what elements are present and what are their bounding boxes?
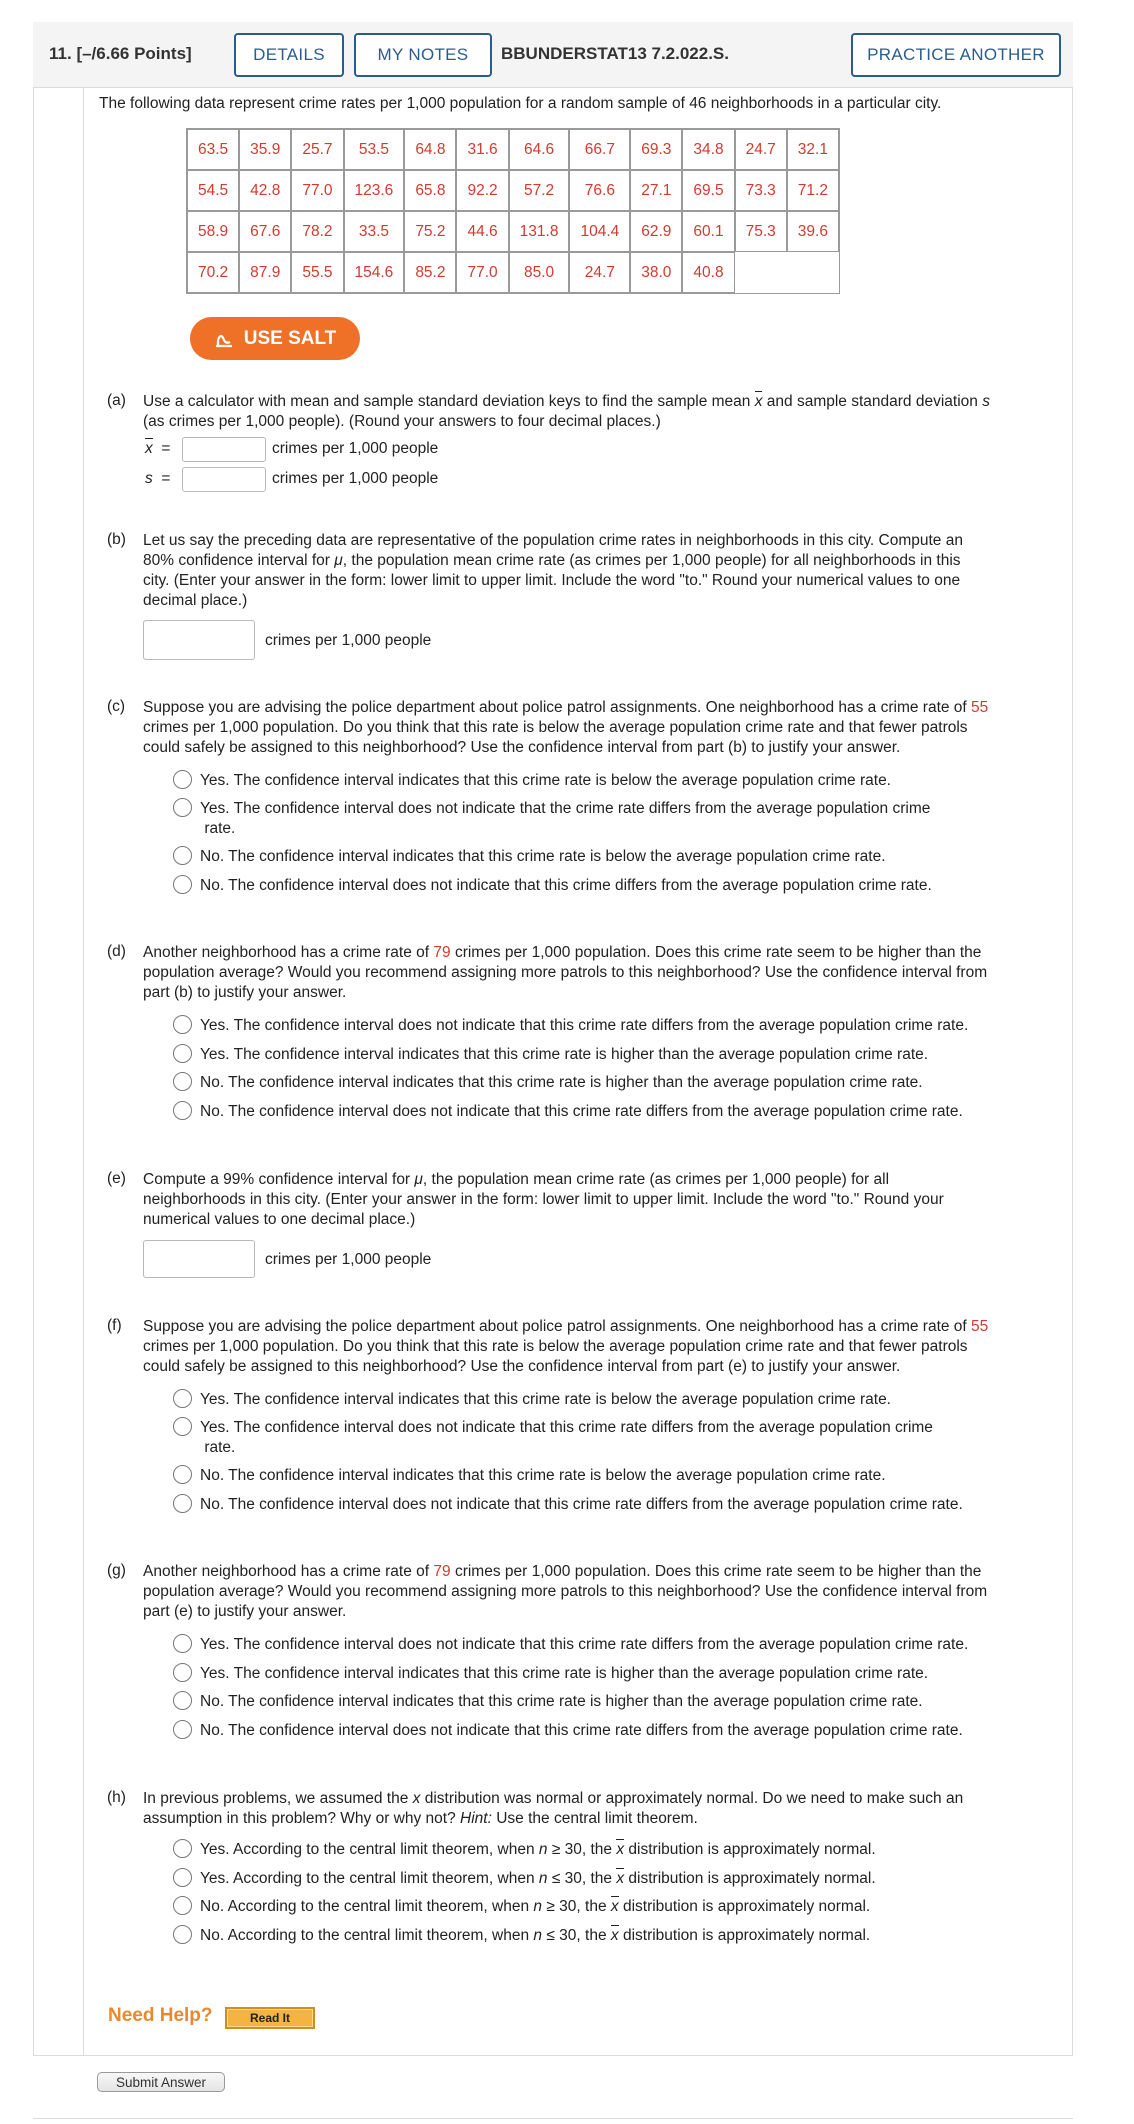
- xbar-unit: crimes per 1,000 people: [272, 440, 439, 457]
- data-cell: 73.3: [735, 170, 787, 211]
- data-cell: 34.8: [682, 129, 734, 170]
- part-h-option-3[interactable]: No. According to the central limit theorem, when n ≥ 30, the x distribution is approximately normal.: [173, 1897, 990, 1917]
- part-f-option-1[interactable]: Yes. The confidence interval indicates that this crime rate is below the average population crime rate.: [173, 1390, 990, 1410]
- s-input[interactable]: [182, 467, 266, 492]
- bottom-divider: [33, 2118, 1073, 2119]
- data-cell: 69.3: [630, 129, 682, 170]
- data-row: [187, 129, 839, 170]
- part-f-option-3[interactable]: No. The confidence interval indicates that this crime rate is below the average population crime rate.: [173, 1466, 990, 1486]
- radio-button[interactable]: [173, 1494, 192, 1513]
- data-row: [187, 211, 839, 252]
- data-cell: 40.8: [682, 252, 734, 293]
- part-g-letter: (g): [107, 1562, 126, 1579]
- ci-99-unit: crimes per 1,000 people: [265, 1251, 432, 1268]
- need-help-label: Need Help?: [108, 2005, 213, 2026]
- data-cell: 57.2: [509, 170, 570, 211]
- radio-button[interactable]: [173, 875, 192, 894]
- data-cell: 77.0: [291, 170, 343, 211]
- part-a-text: Use a calculator with mean and sample standard deviation keys to find the sample mean x and sample standard deviation s (as crimes per 1,000 people). (Round your answers to four decimal places.): [143, 393, 990, 430]
- my-notes-button[interactable]: MY NOTES: [354, 33, 492, 77]
- ci-80-input[interactable]: [143, 620, 255, 660]
- radio-button[interactable]: [173, 1896, 192, 1915]
- data-cell: 33.5: [344, 211, 405, 252]
- data-cell: 92.2: [456, 170, 508, 211]
- data-cell: 71.2: [787, 170, 839, 211]
- data-cell: 78.2: [291, 211, 343, 252]
- data-cell: 77.0: [456, 252, 508, 293]
- data-row: [187, 170, 839, 211]
- part-h-option-1[interactable]: Yes. According to the central limit theorem, when n ≥ 30, the x distribution is approximately normal.: [173, 1840, 990, 1860]
- data-cell: 69.5: [682, 170, 734, 211]
- part-c-option-2[interactable]: Yes. The confidence interval does not indicate that the crime rate differs from the average population crime rate.: [173, 799, 990, 839]
- part-d-option-4[interactable]: No. The confidence interval does not indicate that this crime rate differs from the average population crime rate.: [173, 1102, 990, 1122]
- question-code: BBUNDERSTAT13 7.2.022.S.: [501, 44, 729, 63]
- radio-button[interactable]: [173, 1839, 192, 1858]
- xbar-input[interactable]: [182, 437, 266, 462]
- radio-button[interactable]: [173, 1925, 192, 1944]
- part-c-option-4[interactable]: No. The confidence interval does not indicate that this crime differs from the average population crime rate.: [173, 876, 990, 896]
- ci-80-unit: crimes per 1,000 people: [265, 632, 432, 649]
- data-cell: 44.6: [456, 211, 508, 252]
- part-d-option-2[interactable]: Yes. The confidence interval indicates that this crime rate is higher than the average population crime rate.: [173, 1045, 990, 1065]
- part-d-text: Another neighborhood has a crime rate of 79 crimes per 1,000 population. Does this crime rate seem to be higher than the population average? Would you recommend assigning more patrols to this neighborhood? Use the confidence interval from part (b) to justify your answer.: [143, 944, 988, 1001]
- data-cell: 64.8: [404, 129, 456, 170]
- part-g-option-3[interactable]: No. The confidence interval indicates that this crime rate is higher than the average population crime rate.: [173, 1692, 990, 1712]
- data-cell: 64.6: [509, 129, 570, 170]
- data-row: [187, 252, 839, 293]
- data-cell: 154.6: [344, 252, 405, 293]
- part-f-text: Suppose you are advising the police department about police patrol assignments. One neighborhood has a crime rate of 55 crimes per 1,000 population. Do you think that this rate is below the average population crime rate and that fewer patrols could safely be assigned to this neighborhood? Use the confidence interval from part (e) to justify your answer.: [143, 1318, 989, 1375]
- part-c-text: Suppose you are advising the police department about police patrol assignments. One neighborhood has a crime rate of 55 crimes per 1,000 population. Do you think that this rate is below the average population crime rate and that fewer patrols could safely be assigned to this neighborhood? Use the confidence interval from part (b) to justify your answer.: [143, 699, 989, 756]
- data-cell: 42.8: [239, 170, 291, 211]
- radio-button[interactable]: [173, 1868, 192, 1887]
- data-cell: 39.6: [787, 211, 839, 252]
- data-cell: 32.1: [787, 129, 839, 170]
- data-cell: 35.9: [239, 129, 291, 170]
- data-cell: 65.8: [404, 170, 456, 211]
- part-g-option-2[interactable]: Yes. The confidence interval indicates that this crime rate is higher than the average population crime rate.: [173, 1664, 990, 1684]
- data-cell: 53.5: [344, 129, 405, 170]
- part-d-option-1[interactable]: Yes. The confidence interval does not indicate that this crime rate differs from the average population crime rate.: [173, 1016, 990, 1036]
- question-header: [33, 22, 1073, 88]
- data-cell: 24.7: [735, 129, 787, 170]
- part-f-option-2[interactable]: Yes. The confidence interval does not indicate that this crime rate differs from the average population crime rate.: [173, 1418, 990, 1458]
- question-number: 11. [–/6.66 Points]: [49, 44, 192, 63]
- data-cell: 104.4: [569, 211, 630, 252]
- s-unit: crimes per 1,000 people: [272, 470, 439, 487]
- radio-button[interactable]: [173, 1663, 192, 1682]
- data-cell: 63.5: [187, 129, 239, 170]
- part-h-text: In previous problems, we assumed the x distribution was normal or approximately normal. Do we need to make such an assumption in this problem? Why or why not? Hint: Use the central limit theorem.: [143, 1790, 964, 1827]
- radio-button[interactable]: [173, 1634, 192, 1653]
- part-c-option-1[interactable]: Yes. The confidence interval indicates that this crime rate is below the average population crime rate.: [173, 771, 990, 791]
- data-cell: 31.6: [456, 129, 508, 170]
- read-it-button[interactable]: Read It: [225, 2007, 315, 2029]
- part-h-option-2[interactable]: Yes. According to the central limit theorem, when n ≤ 30, the x distribution is approximately normal.: [173, 1869, 990, 1889]
- data-cell: 24.7: [569, 252, 630, 293]
- data-cell: 62.9: [630, 211, 682, 252]
- data-cell: 75.2: [404, 211, 456, 252]
- use-salt-button[interactable]: [190, 317, 360, 360]
- part-e-text: Compute a 99% confidence interval for μ, the population mean crime rate (as crimes per 1,000 people) for all neighborhoods in this city. (Enter your answer in the form: lower limit to upper limit. Include the word "to." Round your numerical values to one decimal place.): [143, 1171, 944, 1228]
- part-d-letter: (d): [107, 943, 126, 960]
- use-salt-label: USE SALT: [243, 327, 337, 349]
- data-cell: 60.1: [682, 211, 734, 252]
- data-cell: 67.6: [239, 211, 291, 252]
- radio-button[interactable]: [173, 1720, 192, 1739]
- submit-answer-button[interactable]: Submit Answer: [97, 2072, 225, 2092]
- part-b-letter: (b): [107, 531, 126, 548]
- data-table: [186, 128, 840, 294]
- data-cell: 70.2: [187, 252, 239, 293]
- xbar-label: x =: [145, 440, 171, 457]
- practice-another-button[interactable]: PRACTICE ANOTHER: [851, 33, 1061, 77]
- data-cell: 76.6: [569, 170, 630, 211]
- data-cell: 66.7: [569, 129, 630, 170]
- radio-button[interactable]: [173, 846, 192, 865]
- data-cell: 123.6: [344, 170, 405, 211]
- data-cell: 25.7: [291, 129, 343, 170]
- part-g-option-4[interactable]: No. The confidence interval does not indicate that this crime rate differs from the average population crime rate.: [173, 1721, 990, 1741]
- radio-button[interactable]: [173, 1691, 192, 1710]
- part-h-option-4[interactable]: No. According to the central limit theorem, when n ≤ 30, the x distribution is approximately normal.: [173, 1926, 990, 1946]
- data-cell: 58.9: [187, 211, 239, 252]
- part-d-option-3[interactable]: No. The confidence interval indicates that this crime rate is higher than the average population crime rate.: [173, 1073, 990, 1093]
- part-f-option-4[interactable]: No. The confidence interval does not indicate that this crime rate differs from the average population crime rate.: [173, 1495, 990, 1515]
- ci-99-input[interactable]: [143, 1240, 255, 1278]
- radio-button[interactable]: [173, 1072, 192, 1091]
- salt-icon: [214, 329, 234, 349]
- data-cell: 27.1: [630, 170, 682, 211]
- part-h-letter: (h): [107, 1789, 126, 1806]
- radio-button[interactable]: [173, 798, 192, 817]
- part-c-letter: (c): [107, 698, 126, 715]
- part-g-text: Another neighborhood has a crime rate of 79 crimes per 1,000 population. Does this crime rate seem to be higher than the population average? Would you recommend assigning more patrols to this neighborhood? Use the confidence interval from part (e) to justify your answer.: [143, 1563, 988, 1620]
- details-button[interactable]: DETAILS: [234, 33, 344, 77]
- data-cell: 38.0: [630, 252, 682, 293]
- data-cell: 131.8: [509, 211, 570, 252]
- radio-button[interactable]: [173, 1044, 192, 1063]
- part-g-option-1[interactable]: Yes. The confidence interval does not indicate that this crime rate differs from the average population crime rate.: [173, 1635, 990, 1655]
- data-cell: 85.0: [509, 252, 570, 293]
- radio-button[interactable]: [173, 770, 192, 789]
- part-f-letter: (f): [107, 1317, 122, 1334]
- part-e-letter: (e): [107, 1170, 126, 1187]
- radio-button[interactable]: [173, 1417, 192, 1436]
- data-cell: 54.5: [187, 170, 239, 211]
- part-c-option-3[interactable]: No. The confidence interval indicates that this crime rate is below the average population crime rate.: [173, 847, 990, 867]
- intro-text: The following data represent crime rates per 1,000 population for a random sample of 46 neighborhoods in a particular city.: [99, 95, 942, 112]
- s-label: s =: [145, 470, 171, 487]
- data-cell: 87.9: [239, 252, 291, 293]
- data-cell: 75.3: [735, 211, 787, 252]
- question-content: [83, 88, 1073, 2056]
- radio-button[interactable]: [173, 1015, 192, 1034]
- radio-button[interactable]: [173, 1101, 192, 1120]
- data-cell: 85.2: [404, 252, 456, 293]
- radio-button[interactable]: [173, 1465, 192, 1484]
- data-cell: 55.5: [291, 252, 343, 293]
- part-b-text: Let us say the preceding data are representative of the population crime rates in neighborhoods in this city. Compute an 80% confidence interval for μ, the population mean crime rate (as crimes per 1,000 people) for all neighborhoods in this city. (Enter your answer in the form: lower limit to upper limit. Include the word "to." Round your numerical values to one decimal place.): [143, 532, 963, 609]
- radio-button[interactable]: [173, 1389, 192, 1408]
- part-a-letter: (a): [107, 392, 126, 409]
